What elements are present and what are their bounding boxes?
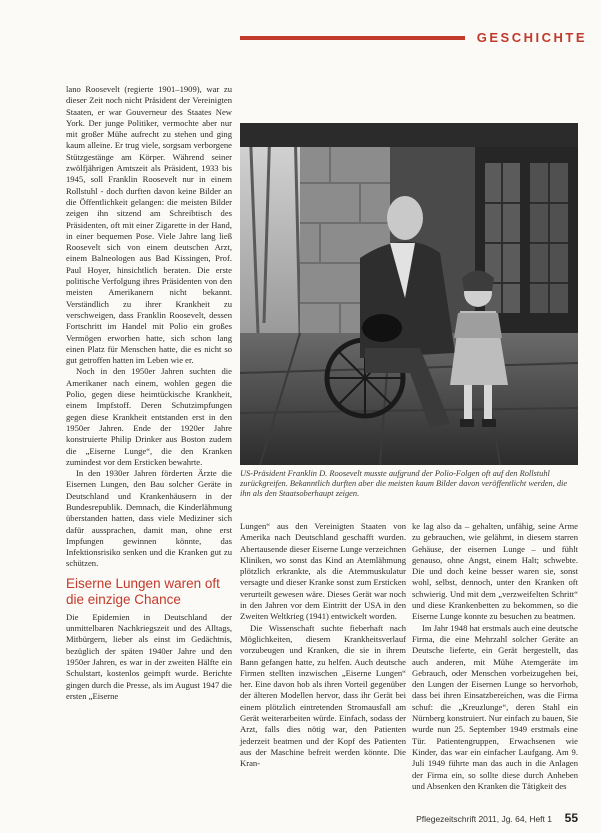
photo-roosevelt xyxy=(240,123,578,465)
page-number: 55 xyxy=(564,811,578,825)
journal-citation: Pflegezeitschrift 2011, Jg. 64, Heft 1 xyxy=(416,814,552,824)
paragraph: Lungen“ aus den Vereinigten Staaten von Amerika nach Deutschland geschafft wurden. Abertausende dieser Eiserne Lunge verzeichnen Kliniken, wo sonst das Kind an Atemlähmung plötzlich erkrankte, als die Atemmuskulatur versagte und dieser Kranke sonst zum Ersticken verurteilt gewesen wäre. Dieses Gerät war noch in den Jahren vor dem Eintritt der USA in den Zweiten Weltkrieg (1941) entwickelt worden. xyxy=(240,521,406,622)
page-footer xyxy=(380,812,578,826)
middle-text-column xyxy=(240,521,406,770)
left-text-column xyxy=(66,84,232,702)
paragraph: Die Wissenschaft suchte fieberhaft nach Möglichkeiten, diesem Krankheitsverlauf vorzubeugen und Kranken, die sie in ihrem Bann gefangen hatte, zu helfen. Auch deutsche Firmen stellten inzwischen „Eiserne Lungen“ her. Eine davon hob als ihren Vorteil gegenüber der älteren Modellen hervor, dass ihr Gerät bei einem plötzlich eintretenden Stromausfall am Gerät weiterarbeiten würde. Einfach, sodass der Arzt, falls dies nötig war, den Patienten jederzeit beatmen und der Kopf des Patienten aus der Maschine befreit werden könnte. Die Kran- xyxy=(240,622,406,769)
paragraph: Im Jahr 1948 hat erstmals auch eine deutsche Firma, die eine Mehrzahl solcher Geräte an Deutsche lieferte, ein Gerät hergestellt, das auch anderen, mit Mühe Atemgeräte im Gebrauch, oder Menschen vorbeizugehen bei, den Lungen der Eisernen Lunge so hervorhob, dass bei ihren Einsatzbereichen, was die Firma schuf: die „Kreuzlunge“, deren Stahl ein Nürnberg konstruiert. Nur einfach zu bauen, Sie wurde nun 25. September 1949 erstmals eine Tür. Patientengruppen, Erwachsenen wie Kinder, das war ein einfacher Laufgang. Am 9. Juli 1949 führte man das auch in die Anlagen der Firma ein, so sollte diese durch Anheben und Absenken den Kranken die Tätigkeit des xyxy=(412,622,578,791)
paragraph: Noch in den 1950er Jahren suchten die Amerikaner nach einem, wohlen gegen die Polio, gegen diese heimtückische Krankheit, einem Impfstoff. Deren Schutzimpfungen gegen diese Krankheit entstanden erst in den 1950er Jahren. Ende der 1920er Jahre konstruierte Philip Drinker aus Boston zudem die „Eiserne Lunge“, die den Kranken zumindest vor dem Ersticken bewahrte. xyxy=(66,366,232,467)
photo-image xyxy=(240,123,578,465)
section-header xyxy=(0,26,601,52)
paragraph: Die Epidemien in Deutschland der unmittelbaren Nachkriegszeit und des Alltags, Mitbürgern, lieber als einst im Gedächtnis, bezüglich der späten 1940er Jahre und den 1950er Jahren, es war in der zweiten Hälfte ein Schulstart, kostenlos geimpft wurde. Berichte gingen durch die Presse, als im August 1947 die ersten „Eiserne xyxy=(66,611,232,701)
subheading: Eiserne Lungen waren oft die einzige Chance xyxy=(66,575,220,607)
paragraph: In den 1930er Jahren förderten Ärzte die Eisernen Lungen, den Bau solcher Geräte in Deutschland und Krankenhäusern in der Bundesrepublik. Demnach, die Kinderlähmung überstanden hatten, dass viele Mediziner sich dafür aussprachen, damit man, ohne erst Impfungen gewinnen könnte, das Infektionsrisiko senken und die Kranken gut zu schützen. xyxy=(66,468,232,569)
section-title: GESCHICHTE xyxy=(465,26,601,50)
photo-caption: US-Präsident Franklin D. Roosevelt musste aufgrund der Polio-Folgen oft auf den Rollstuhl zurückgreifen. Bekanntlich durften aber die meisten kaum Bilder davon veröffentlicht werden, die ihn als den Staatsoberhaupt zeigen. xyxy=(240,469,568,499)
paragraph: ke lag also da – gehalten, unfähig, seine Arme zu gebrauchen, wie gelähmt, in diesem starren Gehäuse, der eisernen Lunge – und fühlt genauso, ohne Angst, einem Halt; schwebte. Die und doch keine besser waren sie, sonst wohl, selbst, dennoch, unter den Kranken oft schwierig. Und mit dem „verzweifelten Schritt“ und diese Krankenbetten zu bekommen, so die Eiserne Lunge konnte zu besuchen zu beatmen. xyxy=(412,521,578,622)
right-text-column xyxy=(412,521,578,792)
paragraph: lano Roosevelt (regierte 1901–1909), war zu dieser Zeit noch nicht Präsident der Vereinigten Staaten, er war Gouverneur des Staates New York. Der junge Politiker, vermochte aber nur mit großer Mühe aufrecht zu stehen und ging kaum alleine. Er trug viele, sorgsam verborgene Stützgestänge am Körper. Während seiner zwölfjährigen Amtszeit als Präsident, 1933 bis 1945, soll Franklin Roosevelt nur in einem Rollstuhl - doch durften davon keine Bilder an die Öffentlichkeit gelangen: die meisten Bilder zeigen ihn sitzend am Schreibtisch des Präsidenten, oft mit einer Zigarette in der Hand, in einer bequemen Pose. Viele Jahre lang ließ Roosevelt sich von einem deutschen Arzt, einem Balneologen aus Bad Kissingen, Prof. Paul Hoyer, hinsichtlich beraten. Die erste politische Verfolgung ihres Präsidenten von den meisten Amerikanern nicht bekannt. Verständlich zu ihrer Krankheit zu verschweigen, dass Franklin Roosevelt, dessen Fortschritt im Handel mit Polio ein großes Vermögen erworben hatte, sich schon lang einen Platz für Menschen hatte, die es nicht so gut getroffen hatten im Leben wie er. xyxy=(66,84,232,366)
